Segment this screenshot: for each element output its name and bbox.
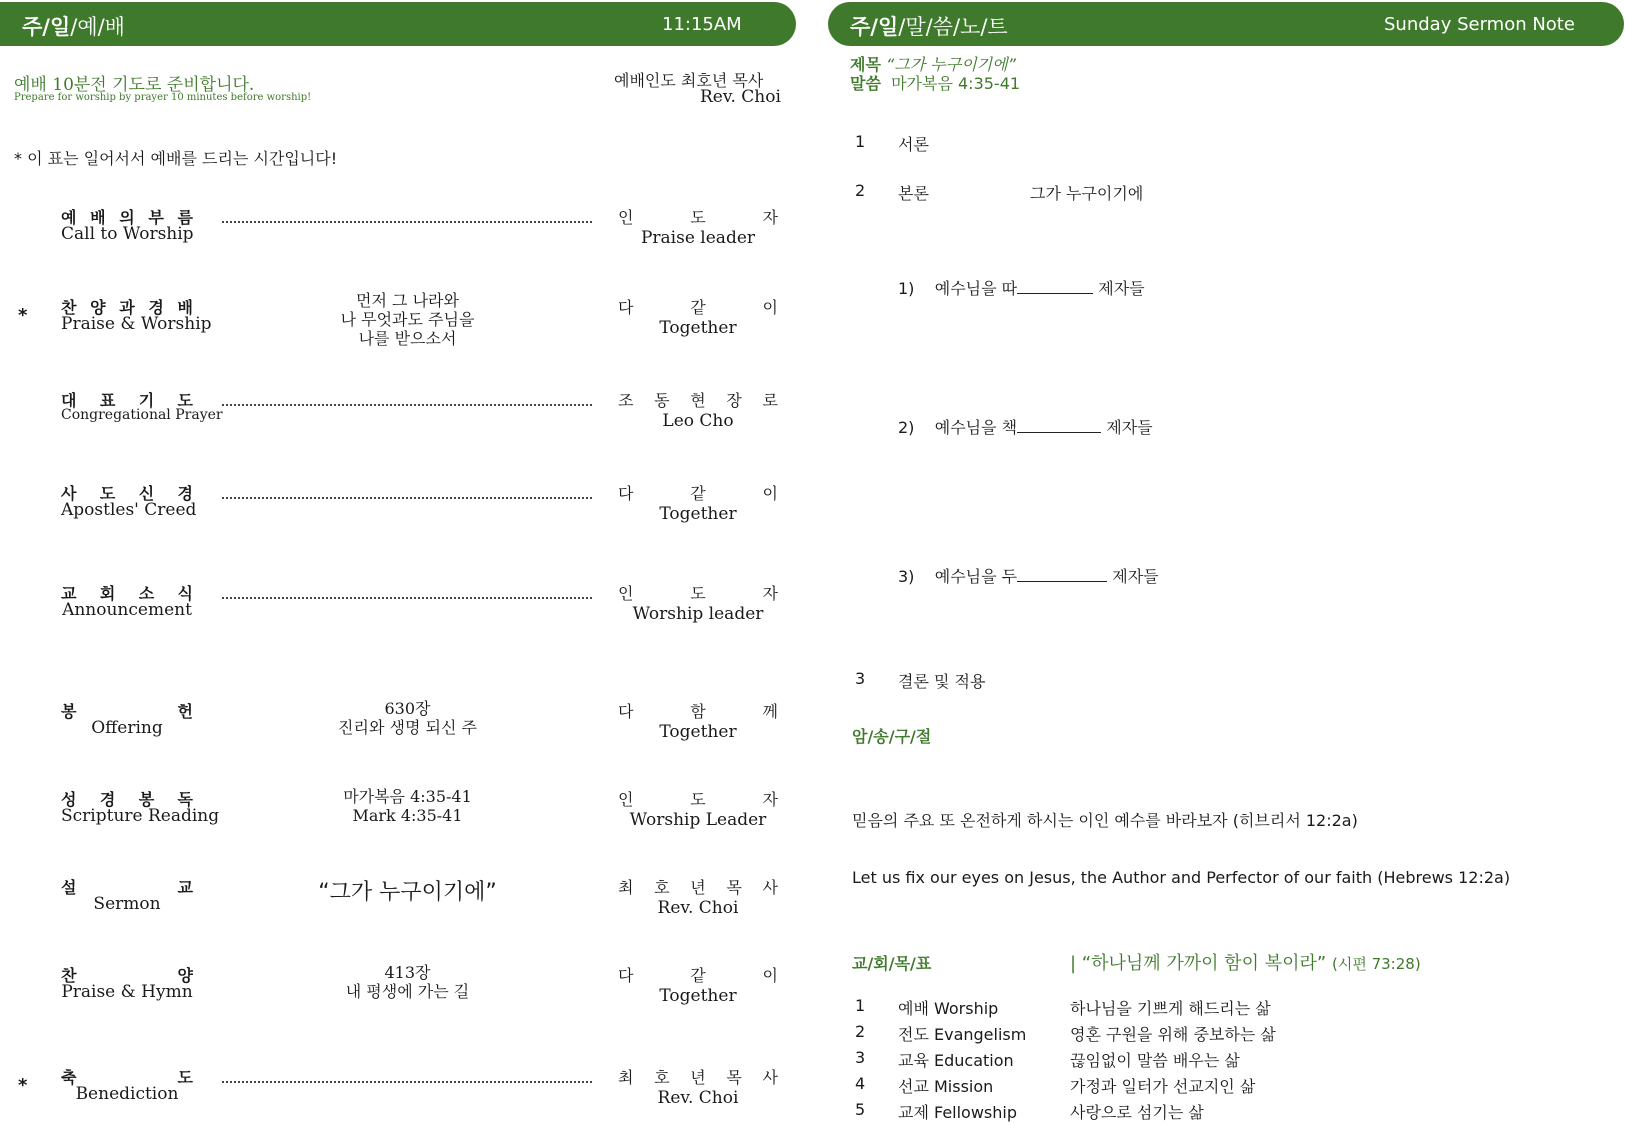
sermon-note-title: 주/일/말/씀/노/트 (850, 15, 1008, 39)
order-item-leader (618, 388, 778, 431)
goal-num: 5 (855, 1100, 866, 1119)
order-item-detail-line: 진리와 생명 되신 주 (338, 718, 477, 737)
order-item-en: Benediction (75, 1084, 179, 1104)
order-item-detail-line: 마가복음 4:35-41 (343, 787, 472, 806)
order-item-kr: 찬 양 과 경 배 (61, 298, 193, 317)
order-item-kr: 대 표 기 도 (61, 391, 193, 410)
outline-3-text: 결론 및 적용 (898, 672, 986, 691)
scripture-value: 마가복음 4:35-41 (891, 74, 1021, 93)
order-item-leader-kr: 인 도 자 (618, 584, 778, 603)
goal-num: 4 (855, 1074, 866, 1093)
order-item-detail (310, 963, 505, 1001)
order-item-kr: 사 도 신 경 (61, 484, 193, 503)
order-item-leader (618, 787, 778, 830)
leader-dots (222, 1081, 592, 1083)
order-item-leader-en: Together (659, 504, 737, 524)
order-item-leader-kr: 인 도 자 (618, 208, 778, 227)
order-item-en: Congregational Prayer (61, 407, 223, 423)
order-item-leader-en: Rev. Choi (657, 1088, 739, 1108)
order-item-leader-en: Worship Leader (629, 810, 767, 830)
order-item-leader-kr: 최 호 년 목 사 (618, 1068, 778, 1087)
church-goals-verse-text: | “하나님께 가까이 함이 복이라” (1070, 953, 1327, 974)
point-2-pre: 예수님을 책 (934, 418, 1018, 437)
goal-desc: 끊임없이 말씀 배우는 삶 (1070, 1051, 1240, 1070)
order-item-en: Sermon (93, 894, 161, 914)
goal-desc: 하나님을 기쁘게 해드리는 삶 (1070, 999, 1271, 1018)
goal-num: 1 (855, 996, 866, 1015)
point-1-num: 1) (898, 279, 915, 298)
order-item-detail (310, 291, 505, 348)
worship-banner-title: 주/일/예/배 (22, 15, 125, 39)
order-item-leader-kr: 인 도 자 (618, 790, 778, 809)
standing-note: * 이 표는 일어서서 예배를 드리는 시간입니다! (14, 149, 338, 168)
order-item-en: Offering (91, 718, 163, 738)
order-item-en: Call to Worship (61, 224, 194, 244)
order-item-leader-kr: 최 호 년 목 사 (618, 878, 778, 897)
prepare-en: Prepare for worship by prayer 10 minutes before worship! (14, 92, 312, 103)
church-goals-label: 교/회/목/표 (852, 954, 932, 973)
goal-desc: 영혼 구원을 위해 중보하는 삶 (1070, 1025, 1276, 1044)
leader-dots (222, 497, 592, 499)
point-2 (898, 415, 1153, 438)
order-item-detail (310, 880, 505, 905)
order-item-en: Announcement (62, 600, 192, 620)
order-item-leader-en: Together (659, 986, 737, 1006)
outline-2-extra: 그가 누구이기에 (1030, 184, 1144, 203)
order-item-leader (618, 1065, 778, 1108)
order-item-leader-en: Worship leader (632, 604, 764, 624)
order-item-detail-line: 630장 (384, 699, 431, 718)
point-3-pre: 예수님을 두 (934, 567, 1018, 586)
goal-num: 2 (855, 1022, 866, 1041)
order-item-leader (618, 699, 778, 742)
order-item-kr: 봉 헌 (61, 702, 193, 721)
order-item-leader-kr: 조 동 현 장 로 (618, 391, 778, 410)
leader-dots (222, 404, 592, 406)
order-item-leader-en: Together (659, 318, 737, 338)
order-item-kr: 예 배 의 부 름 (61, 208, 193, 227)
order-item-leader (618, 481, 778, 524)
goal-name: 선교 Mission (898, 1077, 994, 1096)
order-item-leader (618, 963, 778, 1006)
order-item-leader-kr: 다 같 이 (618, 966, 778, 985)
point-3-num: 3) (898, 567, 915, 586)
order-item-en: Apostles' Creed (61, 500, 197, 520)
sermon-title-label: 제목 (850, 55, 881, 74)
memory-verse-label: 암/송/구/절 (852, 727, 932, 746)
goal-name: 교육 Education (898, 1051, 1014, 1070)
outline-1-num: 1 (855, 132, 866, 151)
worship-leader-en: Rev. Choi (700, 87, 781, 107)
memory-verse-kr: 믿음의 주요 또 온전하게 하시는 이인 예수를 바라보자 (히브리서 12:2a) (852, 811, 1358, 830)
order-item-leader-kr: 다 같 이 (618, 484, 778, 503)
order-item-kr: 교 회 소 식 (61, 584, 193, 603)
order-item-leader (618, 875, 778, 918)
leader-dots (222, 597, 592, 599)
order-item-detail-line: “그가 누구이기에” (318, 880, 497, 905)
scripture-label: 말씀 (850, 74, 881, 93)
outline-2-num: 2 (855, 181, 866, 200)
order-item-detail-line: 내 평생에 가는 길 (345, 982, 470, 1001)
point-1 (898, 276, 1145, 299)
order-item-kr: 설 교 (61, 878, 193, 897)
order-item-leader (618, 295, 778, 338)
order-item-detail-line: 먼저 그 나라와 (356, 291, 459, 310)
goal-desc: 사랑으로 섬기는 삶 (1070, 1103, 1204, 1122)
point-2-num: 2) (898, 418, 915, 437)
outline-3-num: 3 (855, 669, 866, 688)
order-item-detail-line: 나를 받으소서 (358, 329, 457, 348)
scripture-row (850, 71, 1020, 94)
order-item-leader-kr: 다 함 께 (618, 702, 778, 721)
sermon-note-banner (828, 2, 1624, 46)
worship-banner (0, 2, 796, 46)
order-item-detail-line: 413장 (384, 963, 431, 982)
order-item-en: Praise & Worship (61, 314, 212, 334)
order-item-kr: 찬 양 (61, 966, 193, 985)
church-goals-verse (1070, 949, 1421, 975)
order-item-detail-line: Mark 4:35-41 (352, 806, 463, 825)
order-item-en: Praise & Hymn (61, 982, 193, 1002)
sermon-note-subtitle: Sunday Sermon Note (1384, 14, 1575, 35)
goal-num: 3 (855, 1048, 866, 1067)
worship-time: 11:15AM (662, 14, 742, 35)
point-3-post: 제자들 (1112, 567, 1159, 586)
standing-star: * (18, 1075, 28, 1096)
point-1-pre: 예수님을 따 (934, 279, 1018, 298)
order-item-detail-line: 나 무엇과도 주님을 (340, 310, 475, 329)
goal-desc: 가정과 일터가 선교지인 삶 (1070, 1077, 1256, 1096)
order-item-leader-en: Together (659, 722, 737, 742)
outline-2-text: 본론 (898, 184, 929, 203)
order-item-leader-en: Leo Cho (662, 411, 734, 431)
worship-leader-kr: 예배인도 최호년 목사 (614, 71, 764, 90)
order-item-leader (618, 581, 778, 624)
point-2-post: 제자들 (1106, 418, 1153, 437)
order-item-en: Scripture Reading (61, 806, 220, 826)
point-3-blank[interactable] (1017, 567, 1107, 582)
prepare-kr: 예배 10분전 기도로 준비합니다. (14, 75, 255, 95)
order-item-leader-en: Praise leader (640, 228, 756, 248)
church-goals-verse-ref: (시편 73:28) (1332, 955, 1421, 973)
order-item-detail (310, 787, 505, 825)
order-item-leader-kr: 다 같 이 (618, 298, 778, 317)
leader-dots (222, 221, 592, 223)
outline-1-text: 서론 (898, 135, 929, 154)
order-item-detail (310, 699, 505, 737)
order-item-kr: 성 경 봉 독 (61, 790, 193, 809)
goal-name: 예배 Worship (898, 999, 999, 1018)
sermon-title-value: “그가 누구이기에” (886, 55, 1016, 74)
point-3 (898, 564, 1159, 587)
order-item-leader (618, 205, 778, 248)
point-1-post: 제자들 (1098, 279, 1145, 298)
order-item-kr: 축 도 (61, 1068, 193, 1087)
goal-name: 전도 Evangelism (898, 1025, 1027, 1044)
order-item-leader-en: Rev. Choi (657, 898, 739, 918)
point-1-blank[interactable] (1017, 279, 1093, 294)
standing-star: * (18, 305, 28, 326)
memory-verse-en: Let us fix our eyes on Jesus, the Author and Perfector of our faith (Hebrews 12:2a) (852, 868, 1511, 887)
point-2-blank[interactable] (1017, 418, 1101, 433)
goal-name: 교제 Fellowship (898, 1103, 1018, 1122)
